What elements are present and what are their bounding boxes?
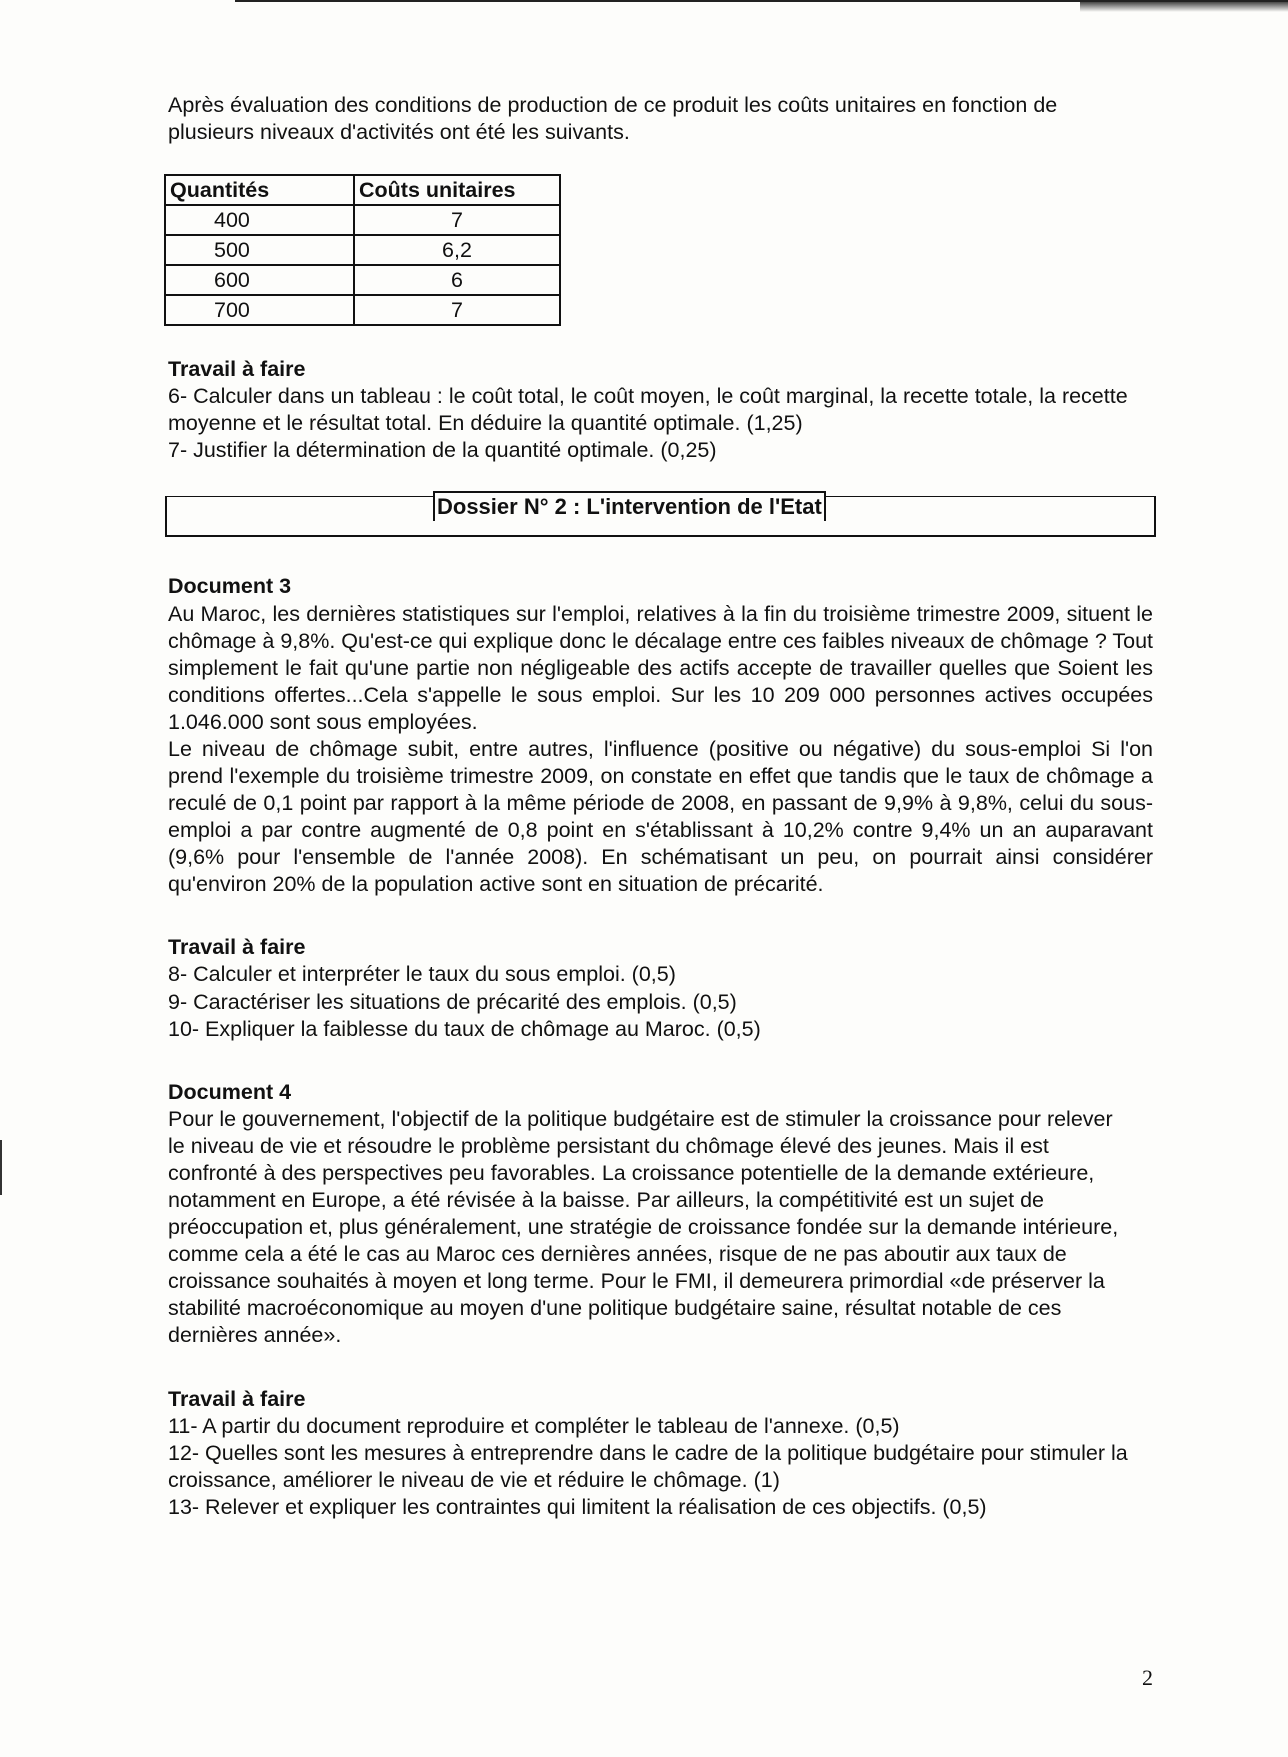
dossier-banner <box>165 496 1156 537</box>
quantity-cell: 700 <box>165 295 354 325</box>
task-item-12: 12- Quelles sont les mesures à entreprendre dans le cadre de la politique budgétaire pour stimuler la croissance, améliorer le niveau de vie et réduire le chômage. (1) <box>168 1440 1128 1492</box>
document-3-heading: Document 3 <box>168 574 292 599</box>
unit-cost-cell: 6,2 <box>354 235 560 265</box>
page-number: 2 <box>1142 1665 1153 1690</box>
scan-edge-mark <box>0 1140 2 1195</box>
table-row <box>165 265 560 295</box>
task-item-10: 10- Expliquer la faiblesse du taux de chômage au Maroc. (0,5) <box>168 1016 761 1041</box>
unit-cost-table <box>164 174 561 326</box>
unit-cost-cell: 6 <box>354 265 560 295</box>
dossier-title: Dossier N° 2 : L'intervention de l'Etat <box>433 491 826 521</box>
task-item-13: 13- Relever et expliquer les contraintes qui limitent la réalisation de ces objectifs. (0,5) <box>168 1494 987 1519</box>
quantity-cell: 400 <box>165 205 354 235</box>
document-3-paragraph-2: Le niveau de chômage subit, entre autres, l'influence (positive ou négative) du sous-emploi Si l'on prend l'exemple du troisième trimestre 2009, on constate en effet que tandis que le taux de chômage a reculé de 0,1 point par rapport à la même période de 2008, en passant de 9,9% à 9,8%, celui du sous-emploi a par contre augmenté de 0,8 point en s'établissant à 10,2% contre 9,4% un an auparavant (9,6% pour l'ensemble de l'année 2008). En schématisant un peu, on pourrait ainsi considérer qu'environ 20% de la population active sont en situation de précarité. <box>168 736 1153 897</box>
task-heading: Travail à faire <box>168 357 306 382</box>
scan-edge-shadow <box>1080 0 1288 12</box>
column-header-unit-costs: Coûts unitaires <box>354 175 560 205</box>
table-header-row <box>165 175 560 205</box>
task-item-6: 6- Calculer dans un tableau : le coût total, le coût moyen, le coût marginal, la recette totale, la recette moyenne et le résultat total. En déduire la quantité optimale. (1,25) <box>168 384 1128 436</box>
intro-paragraph: Après évaluation des conditions de production de ce produit les coûts unitaires en fonction de plusieurs niveaux d'activités ont été les suivants. <box>168 93 1058 145</box>
task-item-11: 11- A partir du document reproduire et compléter le tableau de l'annexe. (0,5) <box>168 1413 900 1438</box>
unit-cost-cell: 7 <box>354 295 560 325</box>
document-4-heading: Document 4 <box>168 1079 292 1104</box>
document-4-paragraph: Pour le gouvernement, l'objectif de la politique budgétaire est de stimuler la croissance pour relever le niveau de vie et résoudre le problème persistant du chômage élevé des jeunes. Mais il est confronté à des perspectives peu favorables. La croissance potentielle de la demande extérieure, notamment en Europe, a été révisée à la baisse. Par ailleurs, la compétitivité est un sujet de préoccupation et, plus généralement, une stratégie de croissance fondée sur la demande intérieure, comme cela a été le cas au Maroc ces dernières années, risque de ne pas aboutir aux taux de croissance souhaités à moyen et long terme. Pour le FMI, il demeurera primordial «de préserver la stabilité macroéconomique au moyen d'une politique budgétaire saine, résultat notable de ces dernières année». <box>168 1106 1119 1348</box>
task-heading: Travail à faire <box>168 1386 306 1411</box>
table-row <box>165 205 560 235</box>
column-header-quantities: Quantités <box>165 175 354 205</box>
task-item-7: 7- Justifier la détermination de la quantité optimale. (0,25) <box>168 438 717 463</box>
document-page <box>168 92 1158 1521</box>
task-item-8: 8- Calculer et interpréter le taux du sous emploi. (0,5) <box>168 962 676 987</box>
table-row <box>165 235 560 265</box>
task-item-9: 9- Caractériser les situations de précarité des emplois. (0,5) <box>168 989 737 1014</box>
table-row <box>165 295 560 325</box>
task-heading: Travail à faire <box>168 935 306 960</box>
quantity-cell: 600 <box>165 265 354 295</box>
document-3-paragraph-1: Au Maroc, les dernières statistiques sur l'emploi, relatives à la fin du troisième trimestre 2009, situent le chômage à 9,8%. Qu'est-ce qui explique donc le décalage entre ces faibles niveaux de chômage ? Tout simplement le fait qu'une partie non négligeable des actifs accepte de travailler quelles que Soient les conditions offertes...Cela s'appelle le sous emploi. Sur les 10 209 000 personnes actives occupées 1.046.000 sont sous employées. <box>168 601 1153 734</box>
quantity-cell: 500 <box>165 235 354 265</box>
unit-cost-cell: 7 <box>354 205 560 235</box>
